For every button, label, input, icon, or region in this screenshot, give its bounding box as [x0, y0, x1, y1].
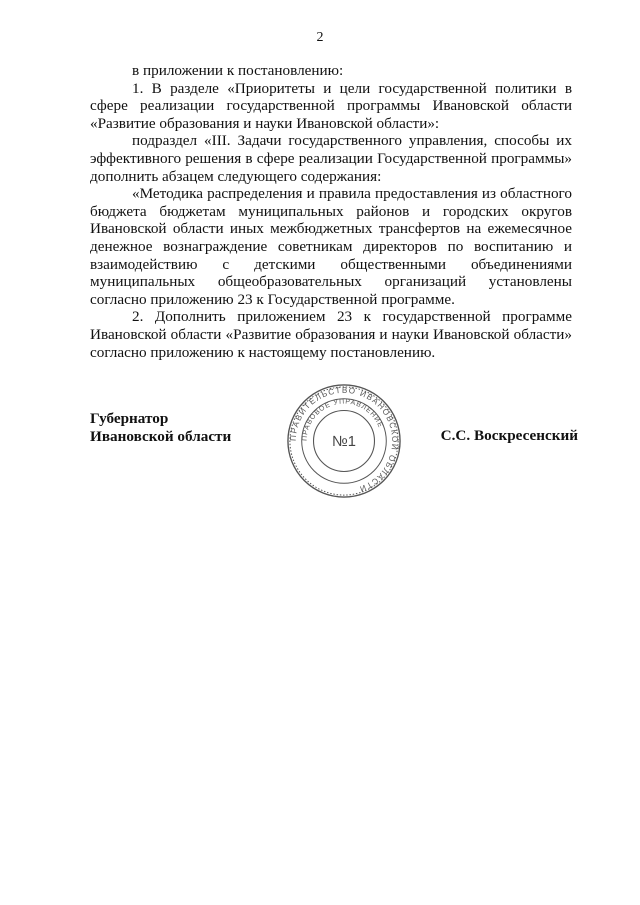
- body-paragraph-3: подраздел «III. Задачи государственного управления, способы их эффективного решения в сфере реализации Государственной программы» дополнить абзацем следующего содержания:: [90, 132, 572, 185]
- signatory-title: [90, 410, 231, 445]
- signatory-name: С.С. Воскресенский: [440, 427, 578, 444]
- signatory-title-line-1: Губернатор: [90, 410, 169, 427]
- official-seal: [285, 382, 403, 500]
- body-paragraph-5: 2. Дополнить приложением 23 к государственной программе Ивановской области «Развитие образования и науки Ивановской области» согласно приложению к настоящему постановлению.: [90, 308, 572, 361]
- signatory-title-line-2: Ивановской области: [90, 427, 232, 445]
- page-number: 2: [316, 30, 324, 45]
- body-paragraph-4: «Методика распределения и правила предоставления из областного бюджета бюджетам муниципальных районов и городских округов Ивановской области иных межбюджетных трансфертов на ежемесячное денежное вознаграждение советникам директоров по воспитанию и взаимодействию с детскими общественными объединениями муниципальных общеобразовательных организаций установлены согласно приложению 23 к Государственной программе.: [90, 185, 572, 308]
- seal-inner-text: ПРАВОВОЕ УПРАВЛЕНИЕ: [301, 398, 384, 442]
- body-paragraph-1: в приложении к постановлению:: [132, 62, 344, 79]
- seal-outer-text: ПРАВИТЕЛЬСТВО ИВАНОВСКОЙ ОБЛАСТИ: [288, 385, 400, 494]
- document-body: [90, 62, 572, 361]
- body-paragraph-2: 1. В разделе «Приоритеты и цели государственной политики в сфере реализации государственной программы Ивановской области «Развитие образования и науки Ивановской области»:: [90, 79, 572, 132]
- seal-number: №1: [331, 433, 357, 450]
